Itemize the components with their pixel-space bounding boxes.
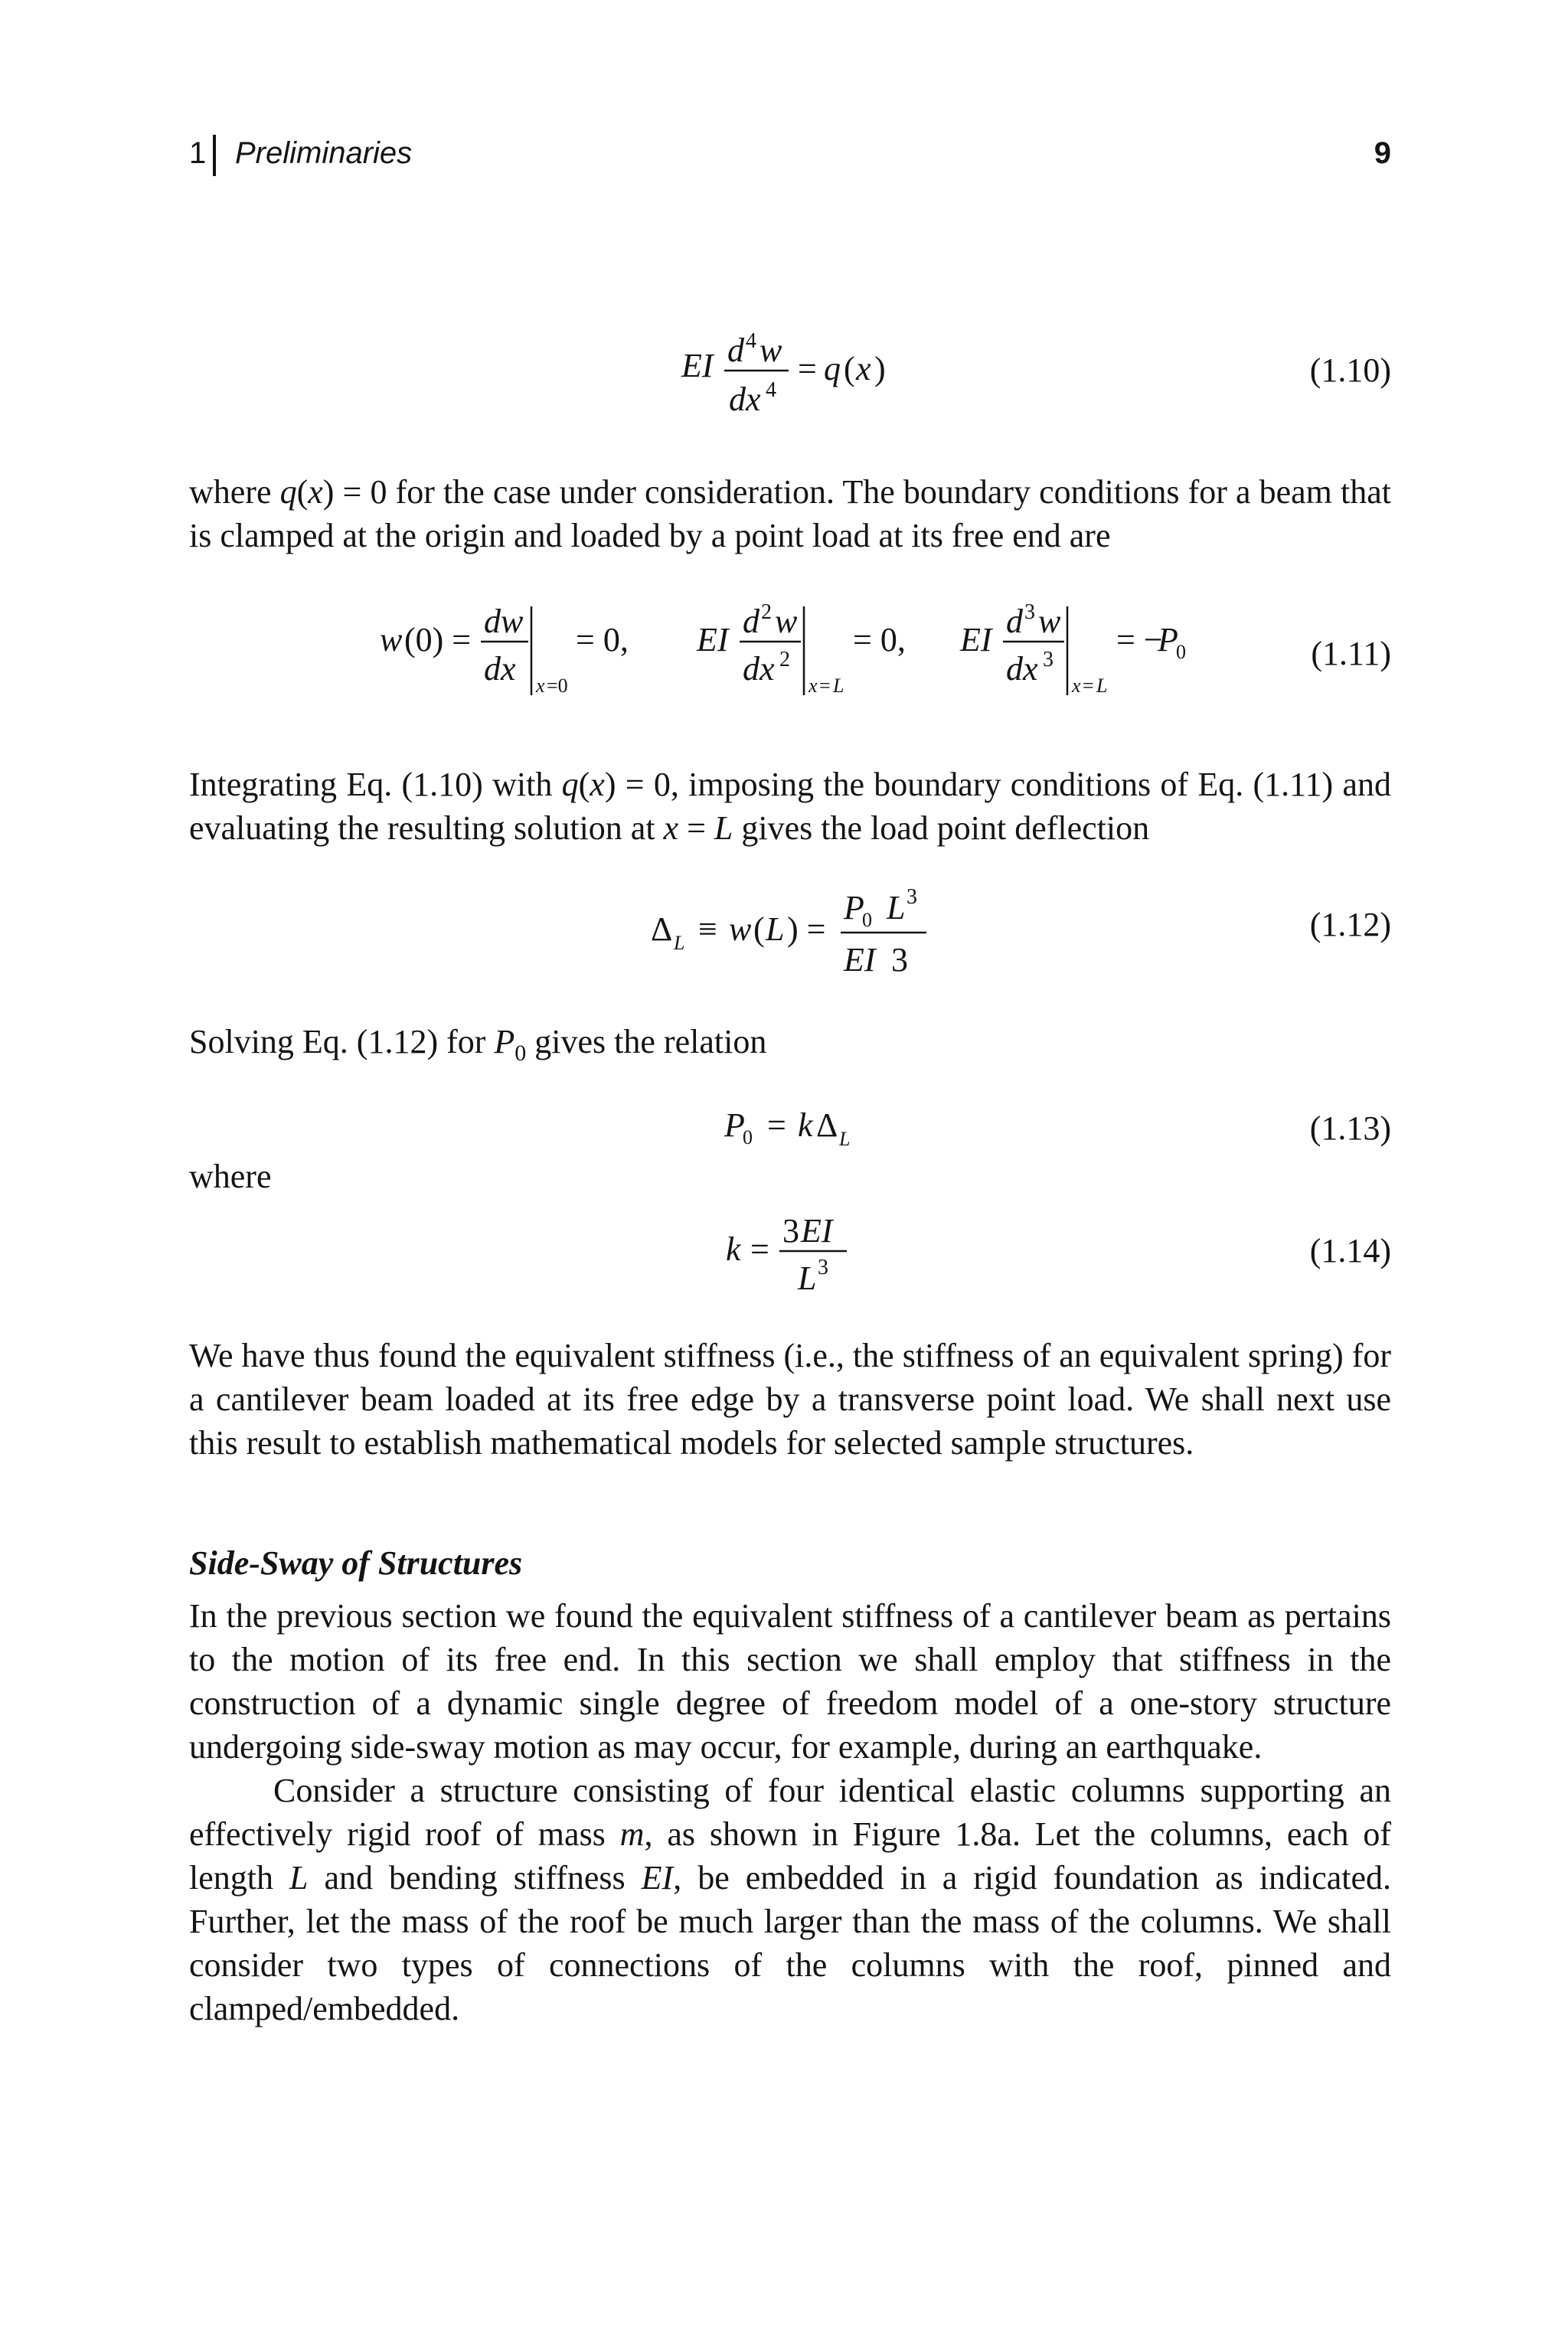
svg-text:dx: dx (729, 381, 761, 418)
svg-text:2: 2 (779, 648, 790, 671)
svg-text:(: ( (844, 350, 855, 387)
svg-text:x: x (856, 350, 871, 387)
svg-text:d: d (727, 332, 744, 369)
equation-number: (1.13) (1309, 1109, 1391, 1147)
chapter-number: 1 (189, 136, 207, 170)
svg-text:0: 0 (1176, 641, 1186, 663)
header-divider (213, 135, 216, 176)
svg-text:=: = (798, 350, 817, 387)
svg-text:(0) =: (0) = (404, 621, 472, 658)
svg-text:L: L (674, 932, 685, 954)
svg-text:d: d (1006, 603, 1023, 640)
svg-text:x: x (808, 675, 818, 697)
svg-text:0: 0 (743, 1126, 753, 1148)
chapter-title: Preliminaries (235, 136, 413, 170)
svg-text:EI: EI (801, 1212, 833, 1250)
svg-text:3: 3 (1024, 600, 1035, 624)
paragraph: where q(x) = 0 for the case under consideration. The boundary conditions for a beam that is clamped at the origin and loaded by a point load at its free end are (189, 473, 1391, 554)
equation-1-14 (720, 1194, 903, 1313)
svg-text:≡: ≡ (698, 910, 717, 948)
equation-number: (1.10) (1309, 351, 1391, 389)
svg-text:3: 3 (891, 941, 908, 979)
svg-text:P: P (844, 889, 864, 926)
svg-text:w: w (760, 332, 782, 369)
svg-text:0: 0 (862, 909, 872, 931)
equation-1-10 (674, 322, 949, 440)
equation-number: (1.12) (1309, 906, 1391, 943)
svg-text:L: L (1096, 675, 1108, 697)
svg-text:2: 2 (761, 600, 772, 624)
paragraph: Consider a structure consisting of four identical elastic columns supporting an effectively rigid roof of mass m, as shown in Figure 1.8a. Let the columns, each of length L and bending stiffness EI, be embedded in a rigid foundation as indicated. Further, let the mass of the roof be much larger than the mass of the columns. We shall consider two types of connections of the columns with the roof, pinned and clamped/embedded. (189, 1772, 1392, 2027)
svg-text:L: L (839, 1128, 851, 1150)
svg-text:q: q (824, 350, 841, 387)
svg-text:EI: EI (844, 941, 876, 979)
svg-text:Δ: Δ (651, 910, 673, 948)
svg-text:dx: dx (743, 650, 775, 688)
svg-text:3: 3 (818, 1256, 828, 1279)
svg-text:d: d (743, 603, 760, 640)
equation-number: (1.11) (1311, 635, 1391, 672)
equation-number: (1.14) (1309, 1232, 1391, 1269)
svg-text:3: 3 (1043, 648, 1054, 671)
section-heading: Side-Sway of Structures (189, 1544, 523, 1582)
svg-text:=0: =0 (547, 675, 568, 697)
svg-text:x: x (1072, 675, 1081, 697)
paragraph: Integrating Eq. (1.10) with q(x) = 0, imposing the boundary conditions of Eq. (1.11) and evaluating the resulting solution at x = L gives the load point deflection (189, 766, 1391, 847)
svg-text:P: P (1158, 621, 1178, 658)
svg-text:=: = (1083, 675, 1094, 697)
svg-text:dx: dx (1006, 650, 1038, 688)
svg-text:) =: ) = (787, 910, 826, 948)
svg-text:): ) (874, 350, 886, 387)
svg-text:dx: dx (484, 650, 516, 688)
svg-text:L: L (887, 889, 906, 926)
svg-text:=: = (750, 1230, 769, 1268)
svg-text:4: 4 (766, 378, 776, 402)
equation-1-12 (643, 873, 965, 992)
svg-text:EI: EI (697, 621, 729, 658)
running-header (189, 135, 1391, 181)
svg-text:EI: EI (960, 621, 992, 658)
paragraph: where (189, 1158, 272, 1195)
svg-text:k: k (726, 1230, 741, 1268)
equation-1-11 (375, 590, 1263, 716)
svg-text:w: w (775, 603, 798, 640)
svg-text:Δ: Δ (816, 1106, 838, 1144)
svg-text:=: = (819, 675, 831, 697)
svg-text:L: L (798, 1259, 817, 1297)
paragraph: We have thus found the equivalent stiffness (i.e., the stiffness of an equivalent spring) for a cantilever beam loaded at its free edge by a transverse point load. We shall next use this result to establish mathematical models for selected sample structures. (189, 1337, 1391, 1462)
paragraph: In the previous section we found the equivalent stiffness of a cantilever beam as pertains to the motion of its free end. In this section we shall employ that stiffness in the construction of a dynamic single degree of freedom model of a one-story structure undergoing side-sway motion as may occur, for example, during an earthquake. (189, 1597, 1391, 1766)
svg-text:w: w (1038, 603, 1061, 640)
svg-text:= −: = − (1116, 621, 1163, 658)
page-number: 9 (1374, 136, 1391, 170)
svg-text:w: w (729, 910, 752, 948)
svg-text:3: 3 (782, 1212, 799, 1250)
svg-text:w: w (380, 621, 403, 658)
svg-text:4: 4 (746, 329, 756, 353)
svg-text:P: P (724, 1106, 745, 1144)
svg-text:(: ( (753, 910, 765, 948)
svg-text:dw: dw (484, 603, 524, 640)
svg-text:= 0,: = 0, (576, 621, 629, 658)
svg-text:k: k (798, 1106, 813, 1144)
paragraph: Solving Eq. (1.12) for $P_0$ gives the relation (189, 1023, 767, 1066)
svg-text:EI: EI (681, 347, 714, 384)
svg-text:3: 3 (906, 885, 917, 909)
svg-text:x: x (536, 675, 545, 697)
svg-text:L: L (766, 910, 785, 948)
svg-text:=: = (767, 1106, 786, 1144)
svg-text:L: L (833, 675, 844, 697)
svg-text:= 0,: = 0, (853, 621, 906, 658)
